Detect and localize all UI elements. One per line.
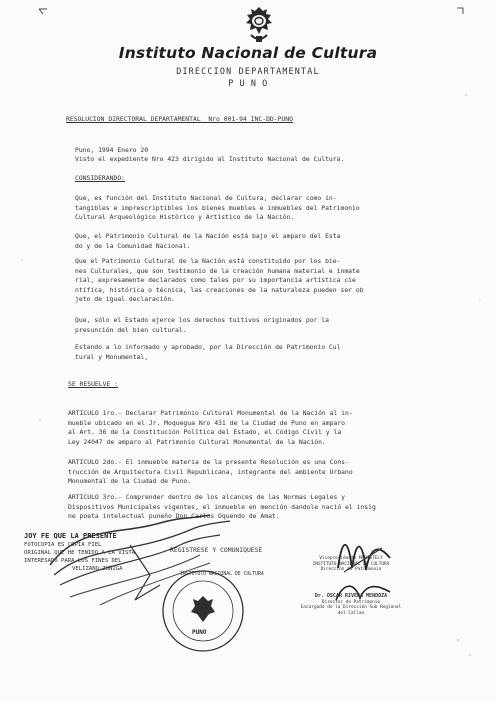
articulo-paragraph: ARTICULO 2do.- El inmueble materia de la presente Resolución es una Cons- trucción de Arquitectura Civil Republicana, integrante del ambiente Urbano Monumental de la Ciudad de Puno. <box>68 458 353 486</box>
considerando-paragraph: Que, es función del Instituto Nacional de Cultura, declarar como in- tangibles e imprescriptibles los bienes muebles e inmuebles del Patrimonio Cultural Arqueológico Histórico y Artístico de la Nación. <box>75 194 360 222</box>
considerando-paragraph: Que, sólo el Estado ejerce los derechos tuitivos originados por la presunción del bien cultural. <box>75 316 329 334</box>
institution-name: Instituto Nacional de Cultura <box>118 44 378 62</box>
registrese-line: REGISTRESE Y COMUNIQUESE <box>170 546 263 554</box>
signatory-title: Director de Patrimonio <box>321 599 381 605</box>
direction-name: DIRECCION DEPARTAMENTAL <box>176 66 320 76</box>
considerando-paragraph: Que, el Patrimonio Cultural de la Nación está bajo el amparo del Esta do y de la Comunidad Nacional. <box>75 232 341 250</box>
seal-text: INSTITUTO NACIONAL DE CULTURA <box>180 572 264 577</box>
articulo-paragraph: ARTICULO 3ro.- Comprender dentro de los alcances de las Normas Legales y Dispositivos Municipales vigentes, el inmueble en mención dandole nació el insig ne poeta intelectual puneño Don Carlos Oquendo de Amat. <box>68 493 376 521</box>
signatory-title: Encargado de la Dirección Sub Regional <box>300 605 402 611</box>
stamp-line: JOY FE QUE LA PRESENTE <box>24 532 117 540</box>
stamp-name: VELIZANO ZUÑIGA <box>72 566 123 572</box>
stamp-line: FOTOCOPIA ES COPIA FIEL <box>24 542 102 548</box>
stamp-line: INTERESADO PARA LOS FINES DEL <box>24 558 122 564</box>
considerando-paragraph: Estando a lo informado y aprobado, por la Dirección de Patrimonio Cul tural y Monumental, <box>75 343 341 361</box>
signature-line: INSTITUTO NACIONAL DE CULTURA <box>312 561 390 567</box>
visto-line: Visto el expediente Nro 423 dirigido al Instituto Nacional de Cultura. <box>75 155 345 163</box>
signature-line: Vicepresidente MARISTELY <box>319 556 383 561</box>
signature-line: Dirección de Patrimonio <box>320 567 382 573</box>
resolution-title: RESOLUCION DIRECTORAL DEPARTAMENTAL Nro 001-94 INC-DD-PUNO <box>66 115 294 123</box>
signatory-name: Dr. OSCAR RIVERA MENDOZA <box>314 593 388 599</box>
city-name: P U N O <box>228 78 268 88</box>
stamp-line: ORIGINAL QUE HE TENIDO A LA VISTA <box>24 550 136 556</box>
signatory-title: del Callao <box>337 610 365 616</box>
considerando-heading: CONSIDERANDO: <box>75 174 126 182</box>
seal-city: PUNO <box>192 629 207 636</box>
articulo-paragraph: ARTICULO 1ro.- Declarar Patrimonio Cultural Monumental de la Nación al in- mueble ubicado en el Jr. Moquegua Nro 431 de la Ciudad de Puno en amparo al Art. 36 de la Constitución Política del Estado, el Código Civil y la Ley 24047 de amparo al Patrimonio Cultural Monumental de la Nación. <box>68 409 353 446</box>
se-resuelve-heading: SE RESUELVE : <box>68 380 119 388</box>
date-line: Puno, 1994 Enero 20 <box>75 146 149 154</box>
considerando-paragraph: Que el Patrimonio Cultural de la Nación está constituido por los bie- nes Culturales, que son testimonio de la creación humana material e inmate rial, expresamente declarados como tales por su importancia artística cie ntífica, histórica o técnica, las creaciones de la naturaleza pueden ser ob jeto de igual declaración. <box>75 257 364 304</box>
